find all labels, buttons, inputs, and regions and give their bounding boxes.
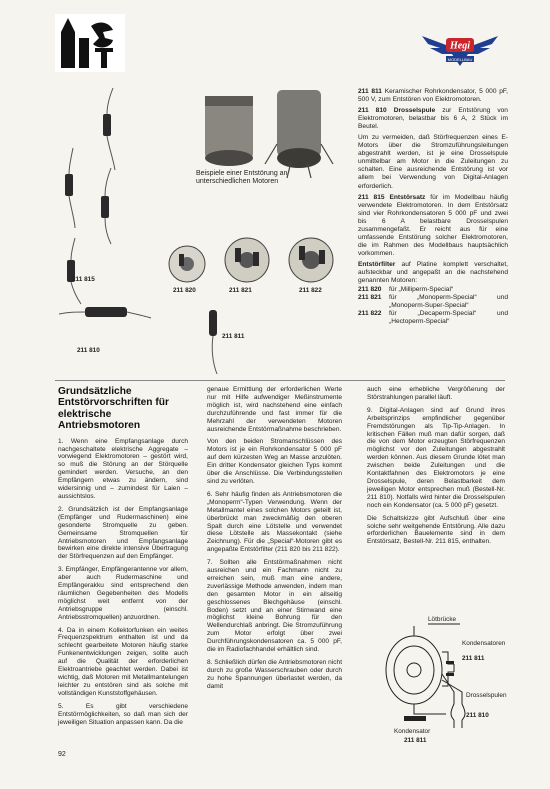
label-drosselspulen: Drosselspulen — [466, 692, 507, 699]
paragraph: 6. Sehr häufig finden als Antriebsmotoren die „Monoperm“-Typen Verwendung. Wenn der Metallmantel eines solchen Motors geteilt ist, überbrückt man zweckmäßig den oberen Spalt durch eine Lötstelle und verwendet diese Lötstelle als Massekontakt (siehe Zeichnung). Für die „Special“-Motoren gibt es angepaßte Entstörfilter (211 820 bis 211 822). — [207, 490, 342, 554]
label-211820: 211 820 — [173, 287, 196, 294]
motor-text: für „Monoperm-Special“ und „Monoperm-Super-Special“ — [389, 294, 508, 310]
paragraph: genaue Ermittlung der erforderlichen Werte nur mit Hilfe aufwendiger Meßinstrumente möglich ist, wird nachstehend eine einfach durchzuführende und fast immer für die Mehrzahl der verwendeten Motoren ausreichende Entstörmaßnahme beschrieben. — [207, 386, 342, 433]
paragraph: Die Schaltskizze gibt Aufschluß über eine solche sehr weitgehende Entstörung. Alle dazu erforderlichen Bauelemente sind in dem Entstörsatz, Bestell-Nr. 211 815, enthalten. — [367, 514, 505, 546]
motor-code: 211 820 — [358, 286, 382, 294]
paragraph: 3. Empfänger, Empfängerantenne vor allem, aber auch Rudermaschine und Empfängerakku sind entsprechend den räumlichen Gegebenheiten des Modells möglichst weit entfernt von der Antriebsgruppe (einschl. Antriebsstromquellen) anzuordnen. — [58, 566, 188, 621]
desc-211811: 211 811 Keramischer Rohrkondensator, 5 000 pF, 500 V, zum Entstören von Elektromotoren. — [358, 88, 508, 104]
motor-code: 211 822 — [358, 310, 382, 318]
paragraph: 2. Grundsätzlich ist der Empfangsanlage (Empfänger und Rudermaschinen) eine gesonderte Stromquelle zu geben. Gemeinsame Stromquellen für Antriebsmotoren und Empfangsanlage bewirken eine direkte intensive Übertragung der Störfrequenzen auf den Empfänger. — [58, 505, 188, 561]
motor-code: 211 821 — [358, 294, 382, 302]
product-photo-area — [55, 78, 345, 378]
example-caption: Beispiele einer Entstörung an unterschiedlichen Motoren — [196, 170, 288, 186]
label-211815: 211 815 — [72, 276, 95, 283]
label-kondensatoren: Kondensatoren — [462, 640, 506, 647]
motor-text: für „Milliperm-Special“ — [389, 286, 454, 294]
paragraph: 8. Schließlich dürfen die Antriebsmotoren nicht durch zu große Wasserschrauben oder durch zu hohe Spannungen überlastet werden, da damit — [207, 659, 343, 690]
label-loetbruecke: Lötbrücke — [428, 616, 457, 623]
paragraph: auch eine erhebliche Vergrößerung der Störstrahlungen parallel läuft. — [367, 386, 505, 401]
paragraph: 4. Da in einem Kollektorfunken ein weites Frequenzspektrum enthalten ist und da schlecht gearbeitete Motoren häufig starke Funkenentwicklungen zeigen, sollte auch auf die Qualität der erforderlichen Elektroantriebe geachtet werden. Dabei ist wichtig, daß Motoren mit Metallmantelungen leichter zu entstören sind als solche mit vollständigen Kunststoffgehäusen. — [58, 626, 188, 697]
page-number: 92 — [58, 751, 66, 758]
schematic-drawing — [370, 616, 505, 746]
motor-filter-list — [358, 286, 508, 326]
svg-text:Hegi: Hegi — [450, 40, 470, 52]
desc-filter: Entstörfilter auf Platine komplett verschaltet, aufsteckbar und angepaßt an die nachstehend genannten Motoren: — [358, 260, 508, 285]
hegi-logo — [420, 26, 500, 72]
article-column-3 — [367, 386, 505, 551]
paragraph: 5. Es gibt verschiedene Entstörmöglichkeiten, so daß man sich der jeweiligen Situation anpassen kann. Da die — [58, 702, 188, 726]
label-kondensatoren-code: 211 811 — [462, 655, 485, 662]
desc-choke-usage: Um zu vermeiden, daß Störfrequenzen eines E-Motors über die Stromzuführungsleitungen abgestrahlt werden, ist je eine Drosselspule unmittelbar am Motor in die Zuleitungen zu schalten. Eine ausreichende Entstörung ist vor allem bei Verwendung von Digital-Anlagen erforderlich. — [358, 134, 508, 190]
wiring-schematic — [370, 616, 505, 746]
label-211811: 211 811 — [222, 333, 245, 340]
desc-211810: 211 810 Drosselspule zur Entstörung von Elektromotoren, belastbar bis 6 A, 2 Stück im Beutel. — [358, 107, 508, 131]
svg-text:MODELLBAU: MODELLBAU — [447, 57, 473, 62]
label-211822: 211 822 — [299, 287, 322, 294]
product-descriptions — [358, 88, 508, 326]
label-kondensator: Kondensator — [394, 728, 431, 735]
label-kondensator-code: 211 811 — [404, 737, 427, 744]
label-211810: 211 810 — [77, 347, 100, 354]
tool-logo-icon — [55, 14, 125, 72]
paragraph: 1. Wenn eine Empfangsanlage durch nachgeschaltete elektrische Aggregate – vorwiegend Elektromotoren – gestört wird, so muß die Störung an der Störquelle gemindert werden. Versuche, an den Empfängern etwas zu ändern, sind widersinnig und – zumindest für Laien – aussichtslos. — [58, 437, 188, 500]
article-column-2 — [207, 386, 342, 696]
product-photos — [55, 78, 345, 378]
label-211821: 211 821 — [229, 287, 252, 294]
motor-text: für „Decaperm-Special“ und „Hectoperm-Special“ — [389, 310, 508, 326]
desc-211815: 211 815 Entstörsatz für im Modellbau häufig verwendete Elektromotoren. In dem Entstörsatz sind vier Rohrkondensatoren 5 000 pF und zwei bis 6 A belastbare Drosselspulen zusammengefaßt. Er reicht aus für eine umfassende Entstörung solcher Elektromotoren, die im Rahmen des Modellbaus hauptsächlich vorkommen. — [358, 193, 508, 257]
label-drosselspulen-code: 211 810 — [466, 712, 489, 719]
paragraph: 9. Digital-Anlagen sind auf Grund ihres Arbeitsprinzips empfindlicher gegenüber Fremdstörungen als Tip-Tip-Anlagen. In kritischen Fällen muß man dafür sorgen, daß die von dem Motor erzeugten Störfrequenzen möglichst vor den Zuleitungen abgestrahlt werden können. Aus diesem Grunde lötet man zwischen beide Zuleitungen und die Kontaktfahnen des Elektromotors je eine Drosselspule, deren Belastbarkeit dem jeweiligen Motor entsprechen muß (Bestell-Nr. 211 810). Notfalls wird hinter die Drosselspulen noch ein Kondensator (ca. 5 000 pF) gesetzt. — [367, 406, 505, 509]
paragraph: 7. Sollten alle Entstörmaßnahmen nicht ausreichen und ein Fachmann nicht zu erreichen sein, muß man eine andere, zuverlässige Methode anwenden, indem man den gesamten Motor in ein allseitig geschlossenes Blechgehäuse (einschl. Boden) setzt und an einer Stirnwand eine möglichst kleine Bohrung für den Wellendurchlaß anbringt. Die Stromzuführung zum Motor erfolgt über zwei Durchführungskondensatoren ca. 5 000 pF, die im Radiofachhandel erhältlich sind. — [207, 559, 342, 654]
article-heading: Grundsätzliche Entstörvorschriften für elektrische Antriebsmotoren — [58, 386, 169, 432]
article-column-1 — [58, 386, 188, 731]
paragraph: Von den beiden Stromanschlüssen des Motors ist je ein Rohrkondensator 5 000 pF auf dem kürzesten Weg an Masse anzulöten. Ein dritter Kondensator gleichen Typs kommt über die Anschlüsse. Die Verbindungsstellen sind zu verlöten. — [207, 438, 342, 485]
section-divider — [55, 380, 505, 381]
